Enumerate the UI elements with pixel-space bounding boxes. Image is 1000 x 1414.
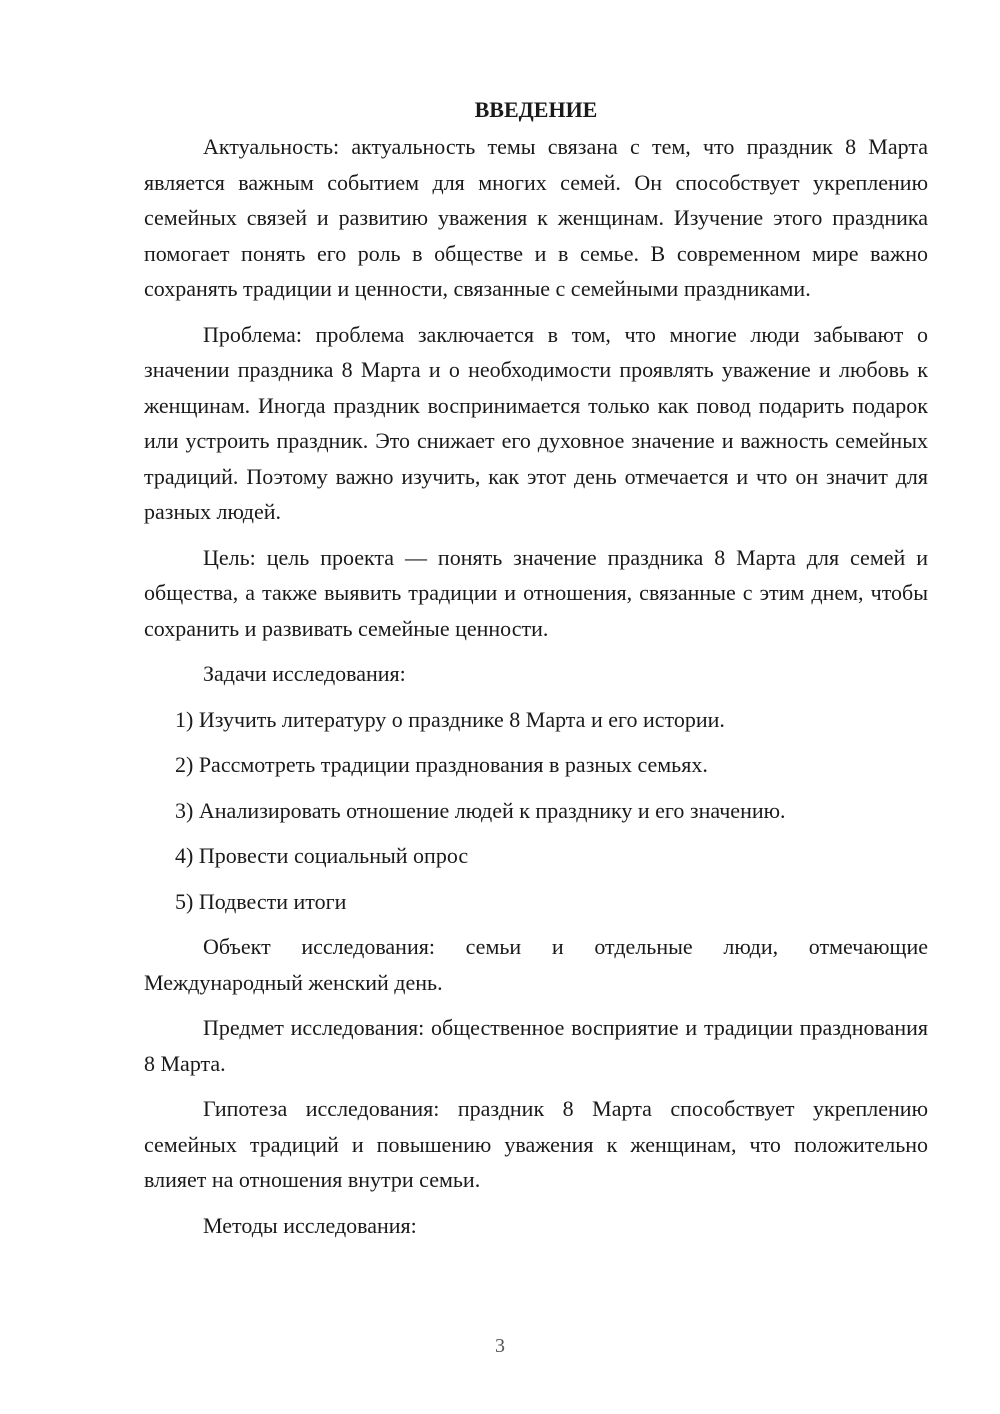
paragraph-hypothesis: Гипотеза исследования: праздник 8 Марта способствует укреплению семейных традиций и повышению уважения к женщинам, что положительно влияет на отношения внутри семьи. [144, 1096, 928, 1192]
list-item: 5) Подвести итоги [175, 888, 347, 914]
page-number: 3 [495, 1335, 505, 1357]
paragraph-tasks-title: Задачи исследования: [203, 661, 406, 686]
document-page [144, 92, 928, 1253]
section-heading: ВВЕДЕНИЕ [474, 97, 598, 122]
tasks-list [144, 702, 928, 920]
list-item: 1) Изучить литературу о празднике 8 Марта и его истории. [175, 706, 725, 732]
paragraph-object: Объект исследования: семьи и отдельные люди, отмечающие Международный женский день. [144, 934, 928, 995]
paragraph-goal: Цель: цель проекта — понять значение праздника 8 Марта для семей и общества, а также выявить традиции и отношения, связанные с этим днем, чтобы сохранить и развивать семейные ценности. [144, 544, 928, 641]
paragraph-subject: Предмет исследования: общественное восприятие и традиции празднования 8 Марта. [144, 1015, 928, 1076]
paragraph-problem: Проблема: проблема заключается в том, что многие люди забывают о значении праздника 8 Марта и о необходимости проявлять уважение и любовь к женщинам. Иногда праздник воспринимается только как повод подарить подарок или устроить праздник. Это снижает его духовное значение и важность семейных традиций. Поэтому важно изучить, как этот день отмечается и что он значит для разных людей. [144, 321, 928, 524]
list-item: 4) Провести социальный опрос [175, 843, 469, 868]
list-item: 3) Анализировать отношение людей к празднику и его значению. [175, 797, 786, 823]
paragraph-methods-title: Методы исследования: [203, 1212, 417, 1238]
list-item: 2) Рассмотреть традиции празднования в разных семьях. [175, 752, 708, 777]
paragraph-relevance: Актуальность: актуальность темы связана с тем, что праздник 8 Марта является важным событием для многих семей. Он способствует укреплению семейных связей и развитию уважения к женщинам. Изучение этого праздника помогает понять его роль в обществе и в семье. В современном мире важно сохранять традиции и ценности, связанные с семейными праздниками. [144, 134, 928, 301]
